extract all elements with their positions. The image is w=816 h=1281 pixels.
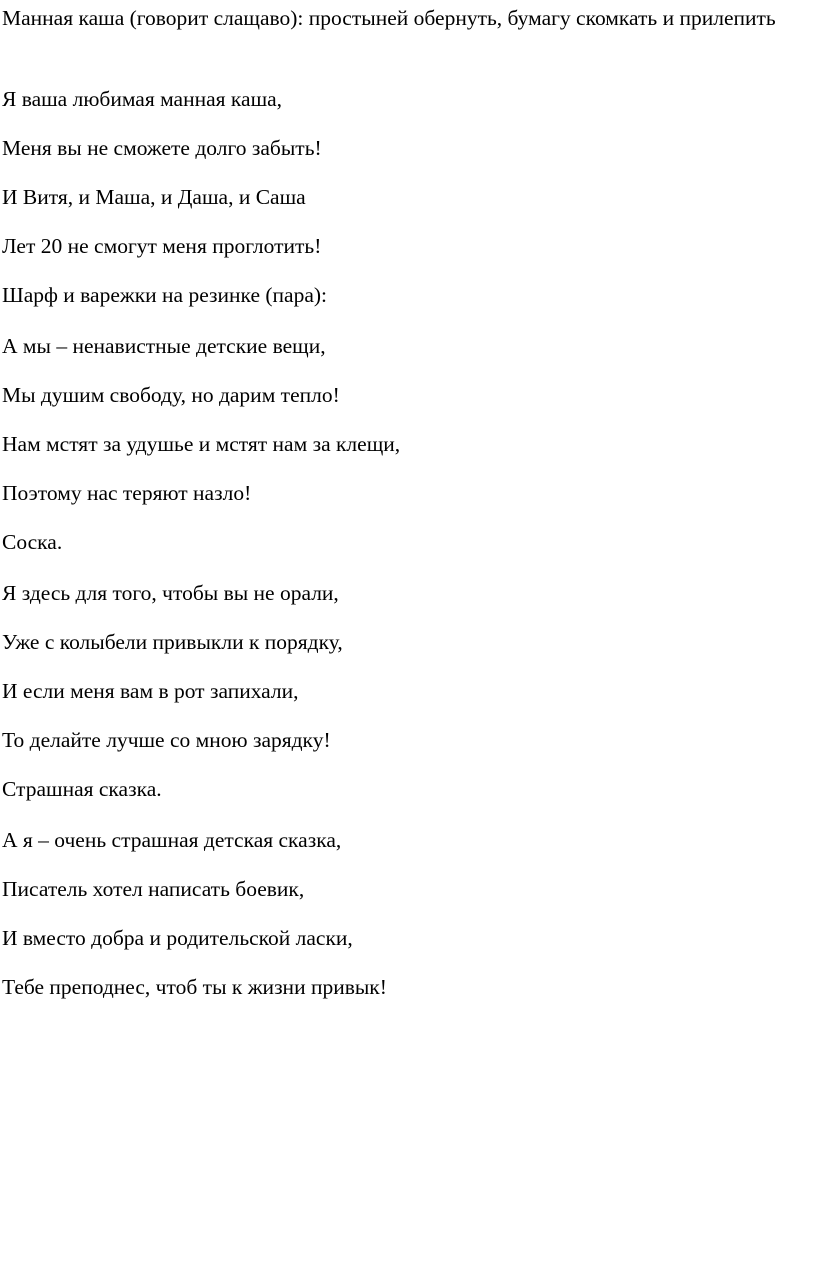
paragraph-heading-skazka: Страшная сказка. [2,777,162,801]
paragraph-heading-soska: Соска. [2,530,63,554]
paragraph-line: А мы – ненавистные детские вещи, [2,334,326,358]
paragraph-line: И вместо добра и родительской ласки, [2,926,353,950]
paragraph-line: Писатель хотел написать боевик, [2,877,305,901]
paragraph-line: Нам мстят за удушье и мстят нам за клещи, [2,432,401,456]
paragraph-line: Я ваша любимая манная каша, [2,87,283,111]
paragraph-line: Я здесь для того, чтобы вы не орали, [2,581,339,605]
paragraph-line: Мы душим свободу, но дарим тепло! [2,383,340,407]
paragraph-line: Поэтому нас теряют назло! [2,481,252,505]
paragraph-line: Уже с колыбели привыкли к порядку, [2,630,343,654]
paragraph-intro-manka: Манная каша (говорит слащаво): простыней обернуть, бумагу скомкать и прилепить [2,6,776,30]
paragraph-line: А я – очень страшная детская сказка, [2,828,342,852]
paragraph-line: И Витя, и Маша, и Даша, и Саша [2,185,306,209]
paragraph-line: Тебе преподнес, чтоб ты к жизни привык! [2,975,387,999]
paragraph-heading-scarf: Шарф и варежки на резинке (пара): [2,283,327,307]
paragraph-line: Меня вы не сможете долго забыть! [2,136,322,160]
paragraph-line: То делайте лучше со мною зарядку! [2,728,331,752]
paragraph-line: И если меня вам в рот запихали, [2,679,299,703]
paragraph-line: Лет 20 не смогут меня проглотить! [2,234,322,258]
